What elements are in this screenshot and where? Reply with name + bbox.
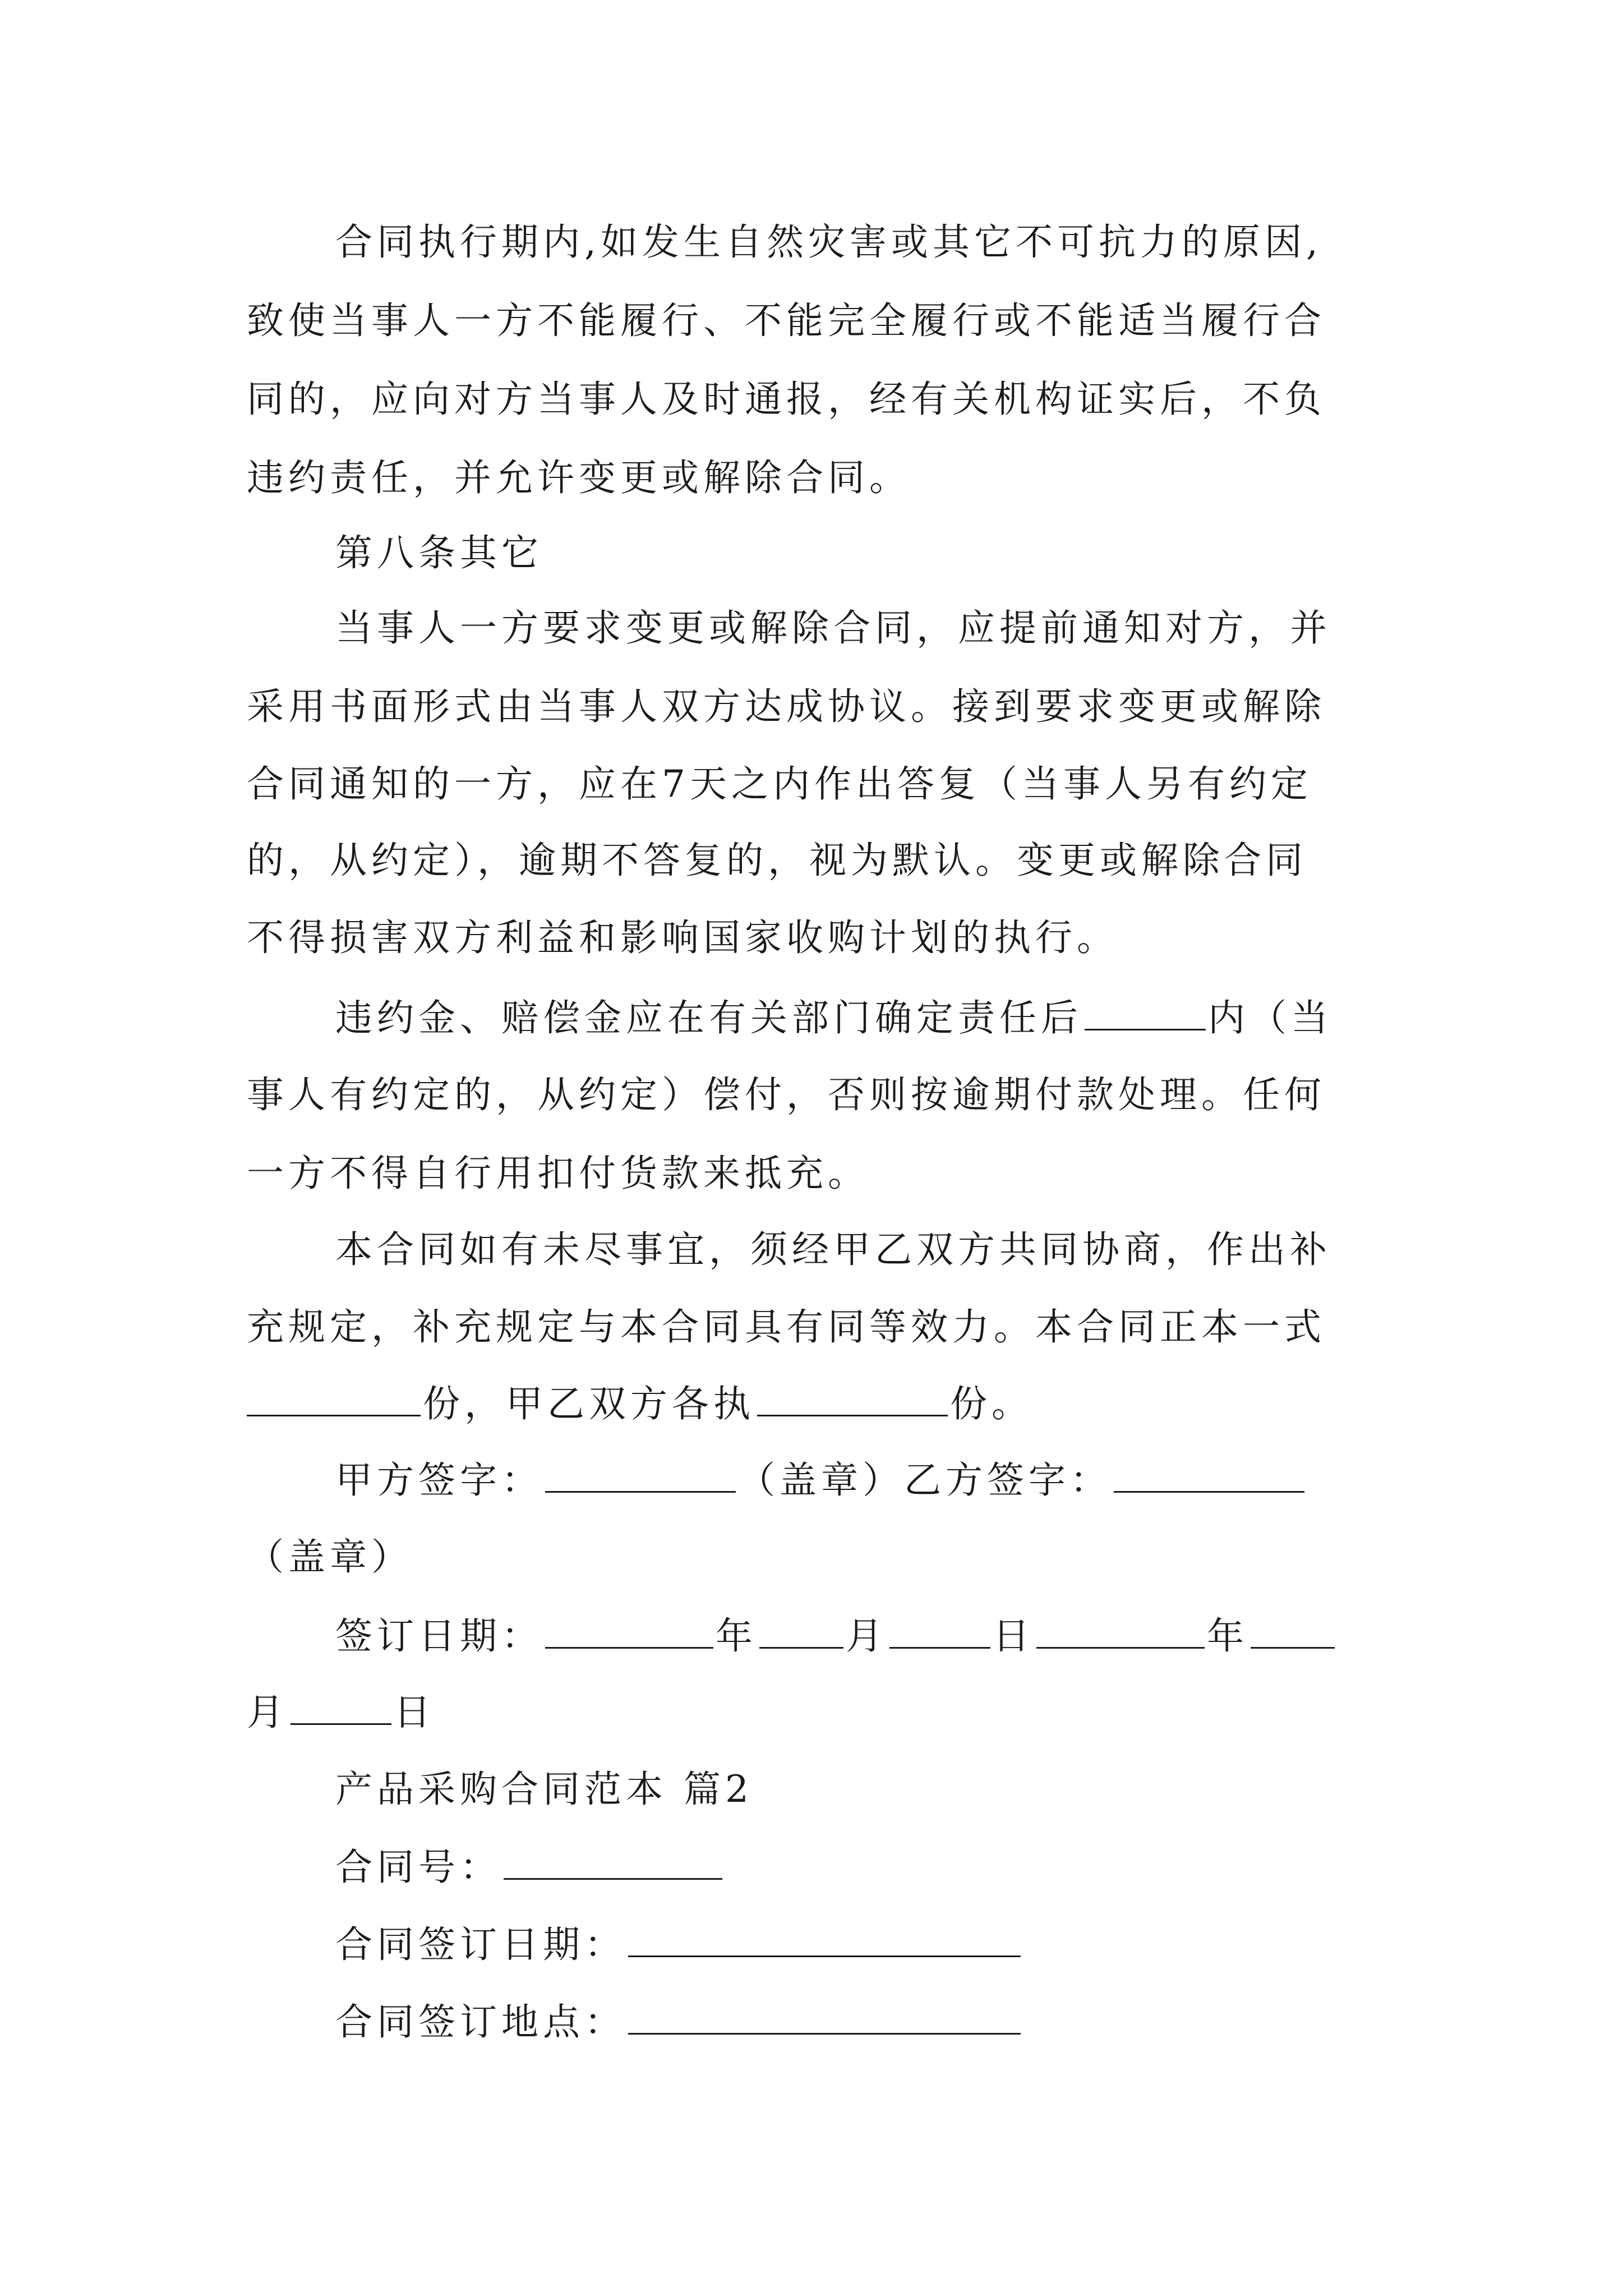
year-label: 年 bbox=[716, 1614, 757, 1658]
penalty-text-before-blank: 违约金、赔偿金应在有关部门确定责任后 bbox=[335, 996, 1082, 1039]
party-b-signature-label: 乙方签字： bbox=[904, 1458, 1112, 1502]
copies-each-blank[interactable] bbox=[757, 1381, 948, 1416]
sign-date-line bbox=[335, 1613, 1337, 1658]
party-a-month-blank[interactable] bbox=[759, 1613, 843, 1649]
party-b-signature-blank[interactable] bbox=[1114, 1457, 1304, 1493]
party-a-day-blank[interactable] bbox=[889, 1613, 990, 1649]
paragraph-penalty-line-2: 事人有约定的，从约定）偿付，否则按逾期付款处理。任何 bbox=[247, 1073, 1326, 1116]
party-b-day-blank[interactable] bbox=[291, 1690, 391, 1725]
paragraph-modification-line-2: 采用书面形式由当事人双方达成协议。接到要求变更或解除 bbox=[247, 685, 1326, 728]
contract-place-label: 合同签订地点： bbox=[335, 2000, 626, 2044]
paragraph-force-majeure-line-1: 合同执行期内,如发生自然灾害或其它不可抗力的原因, bbox=[335, 220, 1322, 264]
paragraph-modification-line-4: 的，从约定），逾期不答复的，视为默认。变更或解除合同 bbox=[247, 839, 1307, 882]
contract-date-label: 合同签订日期： bbox=[335, 1923, 626, 1966]
paragraph-force-majeure-line-2: 致使当事人一方不能履行、不能完全履行或不能适当履行合 bbox=[247, 299, 1326, 342]
day-label-2: 日 bbox=[394, 1691, 435, 1734]
paragraph-penalty-line-1 bbox=[335, 995, 1332, 1040]
party-a-signature-label: 甲方签字： bbox=[335, 1458, 543, 1502]
contract-number-label: 合同号： bbox=[335, 1846, 501, 1889]
sign-date-line-2 bbox=[247, 1690, 435, 1734]
paragraph-supplement-line-2: 充规定，补充规定与本合同具有同等效力。本合同正本一式 bbox=[247, 1305, 1326, 1349]
contract-place-blank[interactable] bbox=[628, 1999, 1021, 2035]
paragraph-force-majeure-line-3: 同的，应向对方当事人及时通报，经有关机构证实后，不负 bbox=[247, 378, 1326, 421]
party-b-seal-label: （盖章） bbox=[247, 1535, 413, 1579]
party-a-seal-label: （盖章） bbox=[738, 1458, 904, 1502]
article-8-heading: 第八条其它 bbox=[335, 531, 543, 574]
sign-date-label: 签订日期： bbox=[335, 1614, 543, 1658]
contract-date-line bbox=[335, 1922, 1023, 1967]
copies-suffix: 份。 bbox=[950, 1382, 1033, 1425]
paragraph-modification-line-3: 合同通知的一方，应在7天之内作出答复（当事人另有约定 bbox=[247, 762, 1312, 806]
contract-number-line bbox=[335, 1844, 725, 1889]
paragraph-modification-line-1: 当事人一方要求变更或解除合同，应提前通知对方，并 bbox=[335, 606, 1331, 650]
copies-text: 份，甲乙双方各执 bbox=[423, 1382, 755, 1425]
party-a-signature-blank[interactable] bbox=[545, 1457, 736, 1493]
month-label-2: 月 bbox=[247, 1691, 288, 1734]
contract-place-line bbox=[335, 1999, 1023, 2044]
contract-number-blank[interactable] bbox=[504, 1844, 722, 1880]
paragraph-force-majeure-line-4: 违约责任，并允许变更或解除合同。 bbox=[247, 456, 911, 499]
day-label: 日 bbox=[993, 1614, 1034, 1658]
original-copies-blank[interactable] bbox=[247, 1381, 421, 1416]
paragraph-supplement-line-1: 本合同如有未尽事宜，须经甲乙双方共同协商，作出补 bbox=[335, 1228, 1331, 1271]
section-2-title: 产品采购合同范本 篇2 bbox=[335, 1768, 753, 1811]
year-label-2: 年 bbox=[1207, 1614, 1248, 1658]
party-a-year-blank[interactable] bbox=[545, 1613, 713, 1649]
contract-date-blank[interactable] bbox=[628, 1922, 1021, 1957]
paragraph-modification-line-5: 不得损害双方利益和影响国家收购计划的执行。 bbox=[247, 916, 1118, 959]
month-label: 月 bbox=[846, 1614, 887, 1658]
signature-line bbox=[335, 1457, 1307, 1502]
paragraph-supplement-line-3 bbox=[247, 1381, 1033, 1426]
party-b-month-blank[interactable] bbox=[1251, 1613, 1335, 1649]
paragraph-penalty-line-3: 一方不得自行用扣付货款来抵充。 bbox=[247, 1152, 869, 1195]
penalty-text-after-blank: 内（当 bbox=[1208, 996, 1332, 1039]
penalty-period-blank[interactable] bbox=[1085, 995, 1206, 1030]
party-b-year-blank[interactable] bbox=[1036, 1613, 1205, 1649]
